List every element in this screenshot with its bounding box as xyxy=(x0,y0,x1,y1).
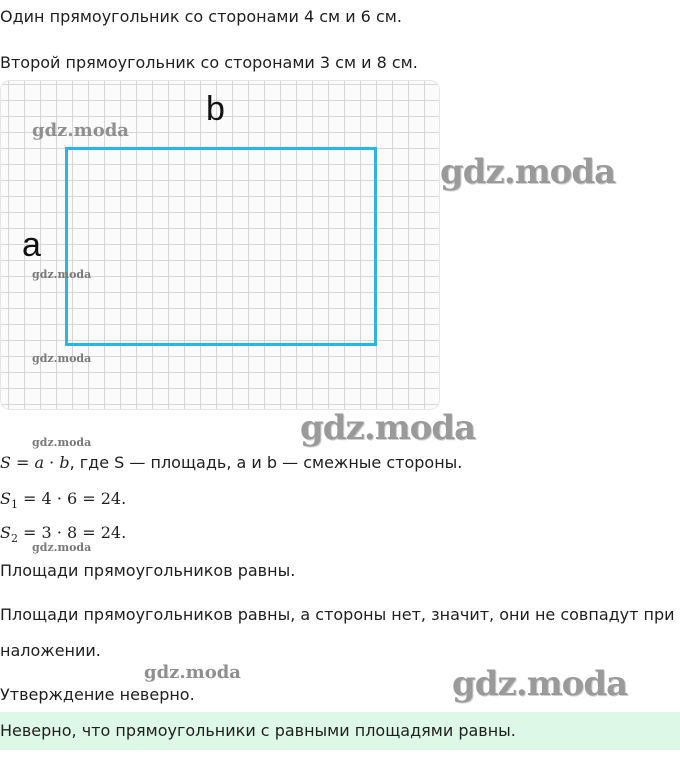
watermark: gdz.moda xyxy=(32,268,92,281)
rectangle-outline xyxy=(65,147,377,346)
s1-subscript: 1 xyxy=(10,498,18,511)
label-a: a xyxy=(22,226,41,264)
label-b: b xyxy=(206,90,225,128)
s2-symbol: S xyxy=(0,523,11,542)
s1-symbol: S xyxy=(0,489,11,508)
s2-value: = 3 · 8 = 24. xyxy=(17,523,127,542)
watermark: gdz.moda xyxy=(440,152,616,192)
area-formula xyxy=(0,452,462,474)
text-line-1: Один прямоугольник со сторонами 4 см и 6 см. xyxy=(0,7,402,26)
verdict-text: Утверждение неверно. xyxy=(0,685,195,704)
watermark: gdz.moda xyxy=(452,664,628,704)
area-s1 xyxy=(0,488,126,516)
formula-main: S = a · b xyxy=(0,453,70,472)
s2-subscript: 2 xyxy=(10,532,18,545)
grid-figure xyxy=(0,80,440,410)
watermark: gdz.moda xyxy=(32,541,92,554)
formula-explanation: , где S — площадь, a и b — смежные стороны. xyxy=(69,453,463,472)
equal-areas-text: Площади прямоугольников равны. xyxy=(0,561,296,580)
watermark: gdz.moda xyxy=(32,352,92,365)
explanation-line-2: наложении. xyxy=(0,641,101,660)
explanation-line-1: Площади прямоугольников равны, а стороны нет, значит, они не совпадут при xyxy=(0,605,675,624)
watermark: gdz.moda xyxy=(32,120,129,141)
s1-value: = 4 · 6 = 24. xyxy=(17,489,127,508)
watermark: gdz.moda xyxy=(32,436,92,449)
watermark: gdz.moda xyxy=(300,408,476,448)
text-line-2: Второй прямоугольник со сторонами 3 см и 8 см. xyxy=(0,53,418,72)
answer-box: Неверно, что прямоугольники с равными площадями равны. xyxy=(0,712,680,750)
watermark: gdz.moda xyxy=(144,662,241,683)
